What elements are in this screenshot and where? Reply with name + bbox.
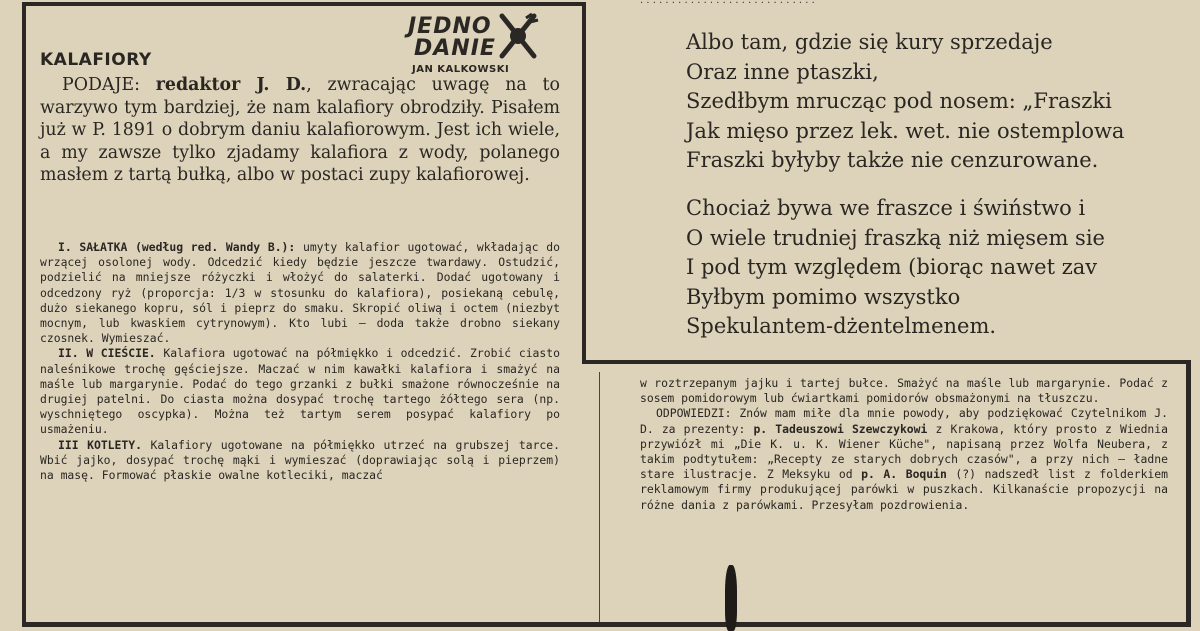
intro-text: , zwracając uwagę na to warzywo tym bardziej, że nam kalafiory obrodziły. Pisałem już w P. 1891 o dobrym daniu kalafiorowym. Jest ich wiele, a my zawsze tylko zjadamy kalafiora z wody, polanego masłem z tartą bułką, albo w postaci zupy kalafiorowej. [40, 75, 560, 185]
continuation-column [640, 376, 1168, 513]
poem [686, 28, 1124, 342]
answers-name-1: p. Tadeuszowi Szewczykowi [753, 421, 928, 436]
poem-line: Byłbym pomimo wszystko [686, 284, 961, 309]
poem-line: Fraszki byłyby także nie cenzurowane. [686, 148, 1099, 173]
stanza-gap [686, 176, 1124, 194]
poem-line: Spekulantem-dżentelmenem. [686, 314, 997, 339]
poem-line: Szedłbym mrucząc pod nosem: „Fraszki [686, 89, 1112, 114]
answers-text-c: (?) nadszedł list z folderkiem reklamowym firmy produkującej parówki w puszkach. Kilkanaście propozycji na różne dania z parówkami. Przesyłam pozdrowienia. [640, 467, 1168, 512]
answers-text-a: ODPOWIEDZI: Znów mam miłe dla mnie powody, aby podziękować Czytelnikom J. D. za prezenty: [640, 406, 1168, 436]
logo-author: JAN KALKOWSKI [412, 64, 510, 75]
recipe-section-salad [40, 240, 560, 346]
poem-line: Oraz inne ptaszki, [686, 59, 879, 84]
recipe-section-cutlets [40, 438, 560, 484]
poem-line: Albo tam, gdzie się kury sprzedaje [686, 30, 1053, 54]
intro-lead: PODAJE: [62, 75, 156, 95]
section-text-salad: umyty kalafior ugotować, wkładając do wrzącej osolonej wody. Odcedzić kiedy będzie jeszcze twardawy. Ostudzić, podzielić na mniejsze różyczki i włożyć do salaterki. Dodać ugotowany i odcedzony ryż (proporcja: 1/3 w stosunku do kalafiora), posiekaną cebulę, dużo siekanego kopru, sól i pieprz do smaku. Skropić oliwą i octem (niezbyt mocnym, lub kwaskiem cytrynowym). Kto lubi — doda także drobno siekany czosnek. Wymieszać. [40, 240, 560, 346]
section-heading-salad: I. SAŁATKA (według red. Wandy B.): [58, 240, 296, 254]
poem-line: Jak mięso przez lek. wet. nie ostemplowa [686, 118, 1125, 143]
answers-name-2: p. A. Boquin [861, 467, 947, 482]
section-heading-batter: II. W CIEŚCIE. [58, 346, 156, 361]
answers-paragraph [640, 406, 1168, 512]
poem-line: O wiele trudniej fraszką niż mięsem sie [686, 225, 1105, 250]
recipe-section-batter [40, 346, 560, 437]
section-text-cutlets: Kalafiory ugotowane na półmiękko utrzeć na grubszej tarce. Wbić jajko, dosypać trochę mąki i wymieszać (doprawiając solą i pieprzem) na masę. Formować płaskie owalne kotleciki, maczać [40, 437, 561, 483]
intro-author: redaktor J. D. [155, 75, 307, 95]
column-rule [599, 372, 600, 622]
recipe-sections [40, 240, 560, 483]
logo-word-jedno: JEDNO [408, 14, 492, 39]
article-intro [40, 74, 560, 187]
logo-word-danie: DANIE [414, 36, 496, 61]
jedno-danie-logo [404, 12, 544, 78]
answers-text-b: z Krakowa, który prosto z Wiednia przywiózł mi „Die K. u. K. Wiener Küche", napisaną przez Wolfa Neubera, z takim podtytułem: „Recepty ze starych dobrych czasów", a przy nich — ładne stare ilustracje. Z Meksyku od [640, 421, 1168, 482]
poem-line: I pod tym względem (biorąc nawet zav [686, 255, 1098, 280]
fork-knife-icon [496, 12, 540, 62]
intro-paragraph [40, 74, 560, 187]
poem-line: Chociaż bywa we fraszce i świństwo i [686, 195, 1086, 220]
cropped-text-strip: · · · · · · · · · · · · · · · · · · · · · · · · · · · · [640, 0, 815, 8]
section-text-batter: Kalafiora ugotować na półmiękko i odcedzić. Zrobić ciasto naleśnikowe trochę gęściejsze. Maczać w nim kawałki kalafiora i smażyć na maśle lub margarynie. Podać do tego grzanki z bułki smażone równocześnie na drugiej patelni. Do ciasta można dosypać trochę tartego żółtego sera (np. wyschniętego oscypka). Można też tartym serem posypać kalafiory po usmażeniu. [40, 346, 560, 437]
ink-smudge [725, 565, 737, 631]
section-heading-cutlets: III KOTLETY. [58, 437, 142, 452]
continuation-paragraph: w roztrzepanym jajku i tartej bułce. Smażyć na maśle lub margarynie. Podać z sosem pomidorowym lub ćwiartkami pomidorów obsmażonymi na tłuszczu. [640, 376, 1168, 406]
article-title: KALAFIORY [40, 50, 152, 70]
